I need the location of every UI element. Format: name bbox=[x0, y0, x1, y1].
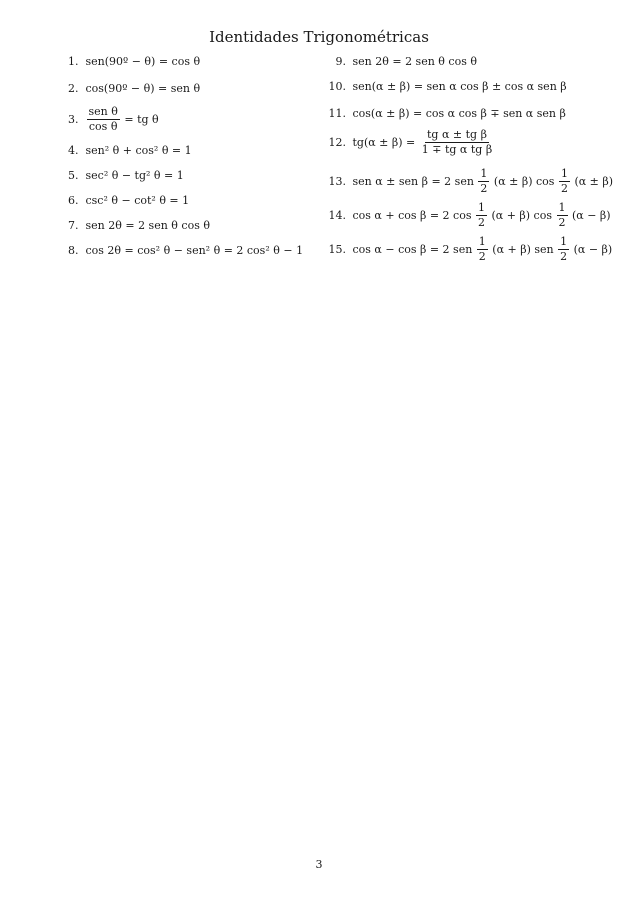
identity-number: 11. bbox=[328, 107, 346, 120]
fraction bbox=[478, 168, 489, 195]
identity-10 bbox=[326, 80, 567, 94]
identity-5 bbox=[68, 169, 184, 183]
fraction bbox=[557, 202, 568, 229]
identity-14 bbox=[326, 202, 611, 229]
identity-expression: cos(90º − θ) = sen θ bbox=[85, 82, 201, 95]
fraction-numerator: 1 bbox=[477, 201, 485, 214]
identity-13 bbox=[326, 168, 613, 195]
identity-expression-part: (α + β) sen bbox=[492, 242, 554, 256]
identity-number: 4. bbox=[68, 144, 79, 157]
fraction-denominator: 2 bbox=[477, 216, 485, 229]
identity-9 bbox=[326, 55, 477, 69]
identity-expression: csc² θ − cot² θ = 1 bbox=[85, 194, 190, 207]
identity-number: 6. bbox=[68, 194, 79, 207]
identity-expression: sen(α ± β) = sen α cos β ± cos α sen β bbox=[352, 80, 567, 93]
identity-15 bbox=[326, 236, 612, 263]
fraction bbox=[476, 202, 487, 229]
fraction-denominator: 2 bbox=[560, 182, 568, 195]
identity-number: 13. bbox=[328, 174, 346, 188]
identity-number: 14. bbox=[328, 208, 346, 222]
identity-number: 10. bbox=[328, 80, 346, 93]
fraction-numerator: tg α ± tg β bbox=[427, 128, 487, 141]
identity-expression-part: cos α + cos β = 2 cos bbox=[352, 208, 472, 222]
identity-expression: sen(90º − θ) = cos θ bbox=[85, 55, 201, 68]
identity-1 bbox=[68, 55, 200, 69]
fraction-numerator: 1 bbox=[478, 235, 486, 248]
identity-expression-part: (α ± β) bbox=[574, 174, 614, 188]
fraction-denominator: 2 bbox=[478, 250, 486, 263]
identity-2 bbox=[68, 82, 200, 96]
fraction-numerator: sen θ bbox=[88, 105, 118, 118]
fraction bbox=[420, 129, 494, 156]
identity-number: 2. bbox=[68, 82, 79, 95]
fraction-denominator: 2 bbox=[558, 216, 566, 229]
identity-number: 15. bbox=[328, 242, 346, 256]
fraction-numerator: 1 bbox=[558, 201, 566, 214]
identity-11 bbox=[326, 107, 566, 121]
identity-4 bbox=[68, 144, 192, 158]
identity-expression: tg(α ± β) = bbox=[352, 135, 416, 149]
fraction bbox=[477, 236, 488, 263]
identity-expression-part: sen α ± sen β = 2 sen bbox=[352, 174, 474, 188]
identity-number: 3. bbox=[68, 112, 79, 126]
identity-expression: sec² θ − tg² θ = 1 bbox=[85, 169, 184, 182]
identity-expression-part: (α + β) cos bbox=[491, 208, 552, 222]
identity-expression-part: (α − β) bbox=[573, 242, 613, 256]
fraction bbox=[559, 168, 570, 195]
fraction-numerator: 1 bbox=[560, 235, 568, 248]
identity-expression: sen 2θ = 2 sen θ cos θ bbox=[85, 219, 210, 232]
fraction-denominator: 2 bbox=[480, 182, 488, 195]
identity-number: 8. bbox=[68, 244, 79, 257]
identity-12 bbox=[326, 129, 495, 156]
identity-expression: sen² θ + cos² θ = 1 bbox=[85, 144, 192, 157]
identity-7 bbox=[68, 219, 210, 233]
identity-expression-part: (α − β) bbox=[572, 208, 611, 222]
fraction-numerator: 1 bbox=[480, 167, 488, 180]
identity-expression: cos(α ± β) = cos α cos β ∓ sen α sen β bbox=[352, 107, 566, 120]
identity-expression: sen 2θ = 2 sen θ cos θ bbox=[352, 55, 477, 68]
identity-expression-part: (α ± β) cos bbox=[493, 174, 555, 188]
fraction-denominator: 2 bbox=[560, 250, 568, 263]
fraction-denominator: cos θ bbox=[88, 120, 118, 133]
fraction bbox=[558, 236, 569, 263]
identity-3 bbox=[68, 106, 159, 133]
fraction-numerator: 1 bbox=[560, 167, 568, 180]
identity-number: 1. bbox=[68, 55, 79, 68]
identity-expression-part: cos α − cos β = 2 sen bbox=[352, 242, 473, 256]
page-number: 3 bbox=[315, 858, 323, 871]
identity-expression: = tg θ bbox=[124, 112, 159, 126]
identity-number: 7. bbox=[68, 219, 79, 232]
page-title: Identidades Trigonométricas bbox=[209, 28, 429, 46]
fraction bbox=[87, 106, 120, 133]
identity-number: 12. bbox=[328, 135, 346, 149]
identity-number: 9. bbox=[335, 55, 346, 68]
identity-8 bbox=[68, 244, 303, 258]
identity-6 bbox=[68, 194, 189, 208]
fraction-denominator: 1 ∓ tg α tg β bbox=[421, 143, 493, 156]
identity-number: 5. bbox=[68, 169, 79, 182]
identity-expression: cos 2θ = cos² θ − sen² θ = 2 cos² θ − 1 bbox=[85, 244, 304, 257]
